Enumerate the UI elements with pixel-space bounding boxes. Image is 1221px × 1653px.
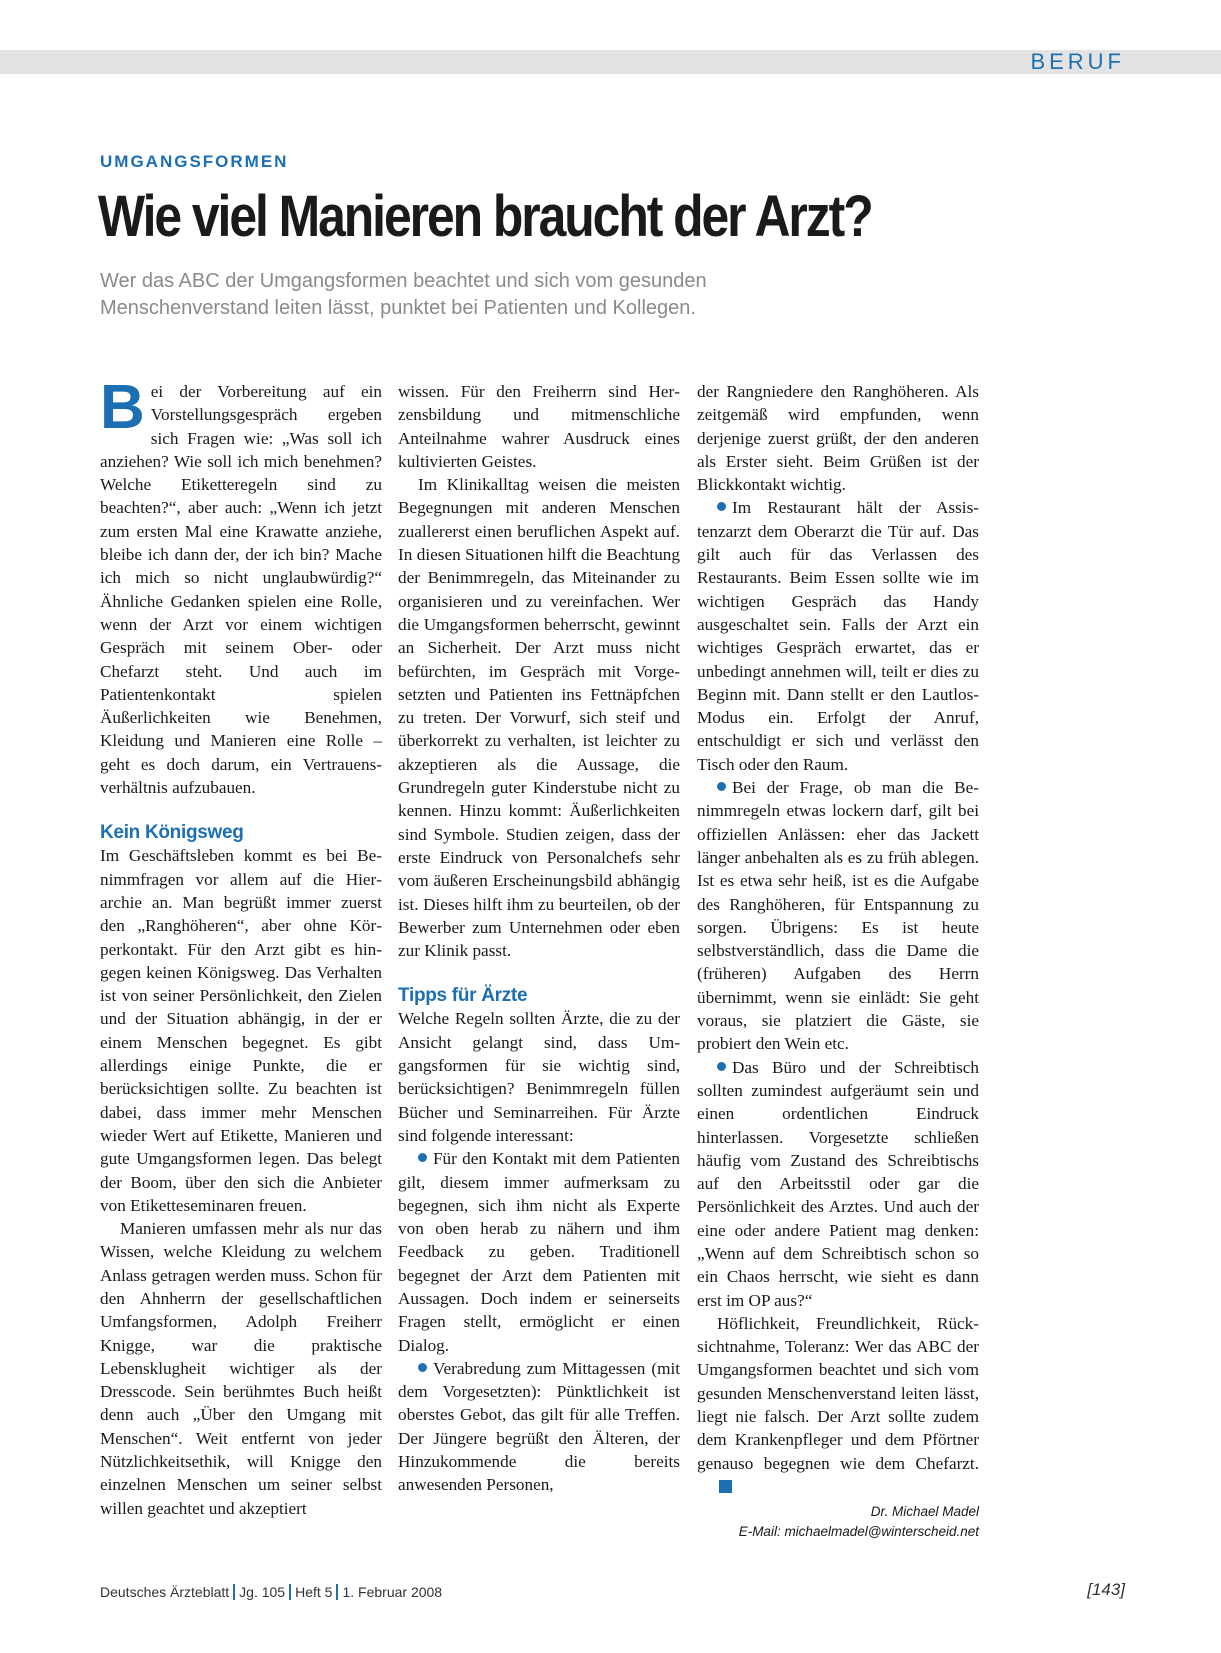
author-name: Dr. Michael Madel xyxy=(870,1504,979,1520)
paragraph: Manieren umfassen mehr als nur das Wissen, welche Kleidung zu welchem Anlass getragen werden muss. Schon für den Ahnherrn der gesellschaftlichen Umfangsformen, Adolph Freiherr Knigge, war die praktische Lebensklugheit wichtiger als der Dresscode. Sein berühmtes Buch heißt denn auch „Über den Umgang mit Menschen“. Weit entfernt von jeder Nützlichkeitsethik, will Knigge den einzelnen Menschen um seiner selbst willen geachtet und akzeptiert xyxy=(100,1219,382,1518)
journal-volume: Jg. 105 xyxy=(239,1584,286,1600)
bullet-paragraph xyxy=(398,1147,680,1357)
paragraph-text: Im Restaurant hält der Assistenzarzt dem Oberarzt die Tür auf. Das gilt auch für das Verlassen des Restaurants. Beim Essen sollte wie im wichtigen Gespräch das Handy ausgeschaltet sein. Falls der Arzt ein wichtiges Gespräch erwartet, das er unbedingt annehmen will, teilt er dies zu Beginn mit. Dann stellt er den Lautlos-Modus ein. Erfolgt der Anruf, entschuldigt er sich und verlässt den Tisch oder den Raum. xyxy=(697,498,979,774)
bullet-icon xyxy=(717,782,726,791)
paragraph-text: Höflichkeit, Freundlichkeit, Rücksichtnahme, Toleranz: Wer das ABC der Umgangsformen beachtet und sich vom gesunden Menschenverstand leiten lässt, liegt nie falsch. Der Arzt sollte zudem dem Krankenpfleger und dem Pförtner genauso begegnen wie dem Chefarzt. xyxy=(697,1313,979,1473)
bullet-paragraph xyxy=(697,1056,979,1312)
column-2 xyxy=(398,380,680,1497)
paragraph-text: Verabredung zum Mittagessen (mit dem Vorgesetzten): Pünktlichkeit ist oberstes Gebot, das gilt für alle Treffen. Der Jüngere begrüßt den Älteren, der Hinzukommende die bereits anwesenden Personen, xyxy=(398,1358,680,1495)
paragraph: der Rangniedere den Ranghöheren. Als zeitgemäß wird empfunden, wenn derjenige zuerst grüßt, der den anderen als Erster sieht. Beim Grüßen ist der Blickkontakt wichtig. xyxy=(697,382,979,495)
subheading: Kein Königsweg xyxy=(100,822,244,844)
paragraph-text: Für den Kontakt mit dem Patienten gilt, diesem immer aufmerksam zu begegnen, sich ihm nicht als Experte von oben herab zu nähern und ihm Feedback zu geben. Traditionell begegnet der Arzt dem Patienten mit Aussagen. Doch indem er seinerseits Fragen stellt, ermöglicht er einen Dialog. xyxy=(398,1149,680,1355)
subheading: Tipps für Ärzte xyxy=(398,985,528,1007)
drop-cap: B xyxy=(100,373,145,442)
bullet-paragraph xyxy=(697,776,979,1056)
column-3 xyxy=(697,380,979,1542)
bullet-paragraph xyxy=(697,496,979,776)
journal-issue: Heft 5 xyxy=(295,1584,333,1600)
author-block xyxy=(697,1502,979,1542)
paragraph: Welche Regeln sollten Ärzte, die zu der Ansicht gelangt sind, dass Umgangsformen für sie wichtig sind, berücksichtigen? Benimmregeln füllen Bücher und Seminarreihen. Für Ärzte sind folgende interessant: xyxy=(398,1009,680,1145)
journal-name: Deutsches Ärzteblatt xyxy=(100,1584,230,1600)
footer-citation xyxy=(100,1584,442,1600)
author-email[interactable]: E-Mail: michaelmadel@winterscheid.net xyxy=(738,1524,979,1540)
journal-date: 1. Februar 2008 xyxy=(342,1584,443,1600)
paragraph xyxy=(697,1312,979,1498)
article-standfirst: Wer das ABC der Umgangsformen beachtet und sich vom gesunden Menschenverstand leiten lässt, punktet bei Patienten und Kollegen. xyxy=(100,270,707,319)
paragraph-text: Das Büro und der Schreibtisch sollten zumindest aufgeräumt sein und einen ordentlichen Eindruck hinterlassen. Vorgesetzte schließen häufig vom Zustand des Schreibtischs auf den Arbeitsstil oder gar die Persönlichkeit des Arztes. Und auch der eine oder andere Patient mag denken: „Wenn auf dem Schreibtisch schon so ein Chaos herrscht, wie sieht es dann erst im OP aus?“ xyxy=(697,1057,979,1310)
bullet-paragraph xyxy=(398,1357,680,1497)
paragraph: Im Geschäftsleben kommt es bei Benimmfragen vor allem auf die Hierarchie an. Man begrüßt immer zuerst den „Ranghöheren“, aber ohne Körperkontakt. Für den Arzt gibt es hingegen keinen Königsweg. Das Verhalten ist von seiner Persönlichkeit, den Zielen und der Situation abhängig, in der er einem Menschen begegnet. Es gibt allerdings einige Punkte, die er berücksichtigen sollte. Zu beachten ist dabei, dass immer mehr Menschen wieder Wert auf Etikette, Manieren und gute Umgangsformen legen. Das belegt der Boom, über den sich die Anbieter von Etiketteseminaren freuen. xyxy=(100,846,382,1215)
page-number: [143] xyxy=(1087,1580,1125,1599)
separator xyxy=(289,1584,291,1600)
paragraph-text: ei der Vorbereitung auf ein Vorstellungsgespräch ergeben sich Fragen wie: „Was soll ich anziehen? Wie soll ich mich benehmen? Welche Etiketteregeln sind zu beachten?“, aber auch: „Wenn ich jetzt zum ersten Mal eine Krawatte anziehe, bleibe ich dann der, der ich bin? Mache ich mich so nicht unglaubwürdig?“ Ähnliche Gedanken spielen eine Rolle, wenn der Arzt vor einem wichtigen Gespräch mit seinem Ober- oder Chefarzt steht. Und auch im Patientenkontakt spielen Äußerlichkeiten wie Benehmen, Kleidung und Manieren eine Rolle – geht es doch darum, ein Vertrauensverhältnis aufzubauen. xyxy=(100,382,382,798)
paragraph-text: Bei der Frage, ob man die Benimmregeln etwas lockern darf, gilt bei offiziellen Anlässen: eher das Jackett länger anbehalten als es zu früh ablegen. Ist es etwa sehr heiß, ist es die Aufgabe des Ranghöheren, für Entspannung zu sorgen. Übrigens: Es ist heute selbstverständlich, dass die Dame die (früheren) Aufgaben des Herrn übernimmt, wenn sie einlädt: Sie geht voraus, sie platziert die Gäste, sie probiert den Wein etc. xyxy=(697,778,979,1054)
bullet-icon xyxy=(717,1062,726,1071)
paragraph: wissen. Für den Freiherrn sind Herzensbildung und mitmenschliche Anteilnahme wahrer Ausdruck eines kultivierten Geistes. xyxy=(398,382,680,471)
article-kicker: UMGANGSFORMEN xyxy=(100,152,289,171)
paragraph: Im Klinikalltag weisen die meisten Begegnungen mit anderen Menschen zuallererst einen beruflichen Aspekt auf. In diesen Situationen hilft die Beachtung der Benimmregeln, das Miteinander zu organisieren und zu vereinfachen. Wer die Umgangsformen beherrscht, gewinnt an Sicherheit. Der Arzt muss nicht befürchten, im Gespräch mit Vorgesetzten und Patienten ins Fettnäpfchen zu treten. Der Vorwurf, sich steif und überkorrekt zu verhalten, ist leichter zu akzeptieren als die Aussage, die Grundregeln guter Kinderstube nicht zu kennen. Hinzu kommt: Äußerlichkeiten sind Symbole. Studien zeigen, dass der erste Eindruck von Personalchefs sehr vom äußeren Erscheinungsbild abhängig ist. Dieses hilft ihm zu beurteilen, ob der Bewerber zum Unternehmen oder eben zur Klinik passt. xyxy=(398,475,680,961)
article-title: Wie viel Manieren braucht der Arzt? xyxy=(98,184,872,249)
bullet-icon xyxy=(717,502,726,511)
bullet-icon xyxy=(418,1153,427,1162)
separator xyxy=(336,1584,338,1600)
bullet-icon xyxy=(418,1363,427,1372)
section-label: BERUF xyxy=(1030,49,1125,74)
separator xyxy=(233,1584,235,1600)
end-mark-icon xyxy=(719,1480,732,1493)
paragraph xyxy=(100,373,382,799)
column-1 xyxy=(100,373,382,1520)
